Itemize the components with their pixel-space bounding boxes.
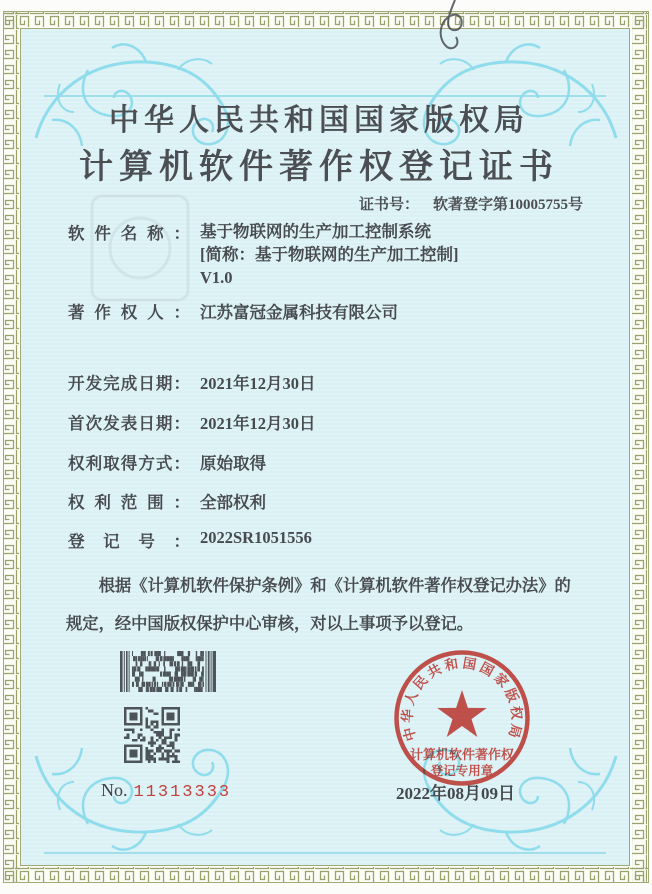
official-seal (389, 645, 535, 791)
serial-number-value: 11313333 (133, 783, 232, 802)
field-copyright-owner (0, 299, 652, 325)
field-label: 开发完成日期： (68, 374, 190, 393)
field-value: 2021年12月30日 (200, 414, 316, 433)
seal-star-icon (437, 690, 486, 737)
field-dev-completion-date (0, 370, 652, 396)
field-label: 权利范围： (68, 493, 190, 512)
field-value (200, 220, 600, 289)
field-rights-scope (0, 489, 652, 515)
field-value: 2022SR1051556 (200, 528, 312, 547)
software-name-line1: 基于物联网的生产加工控制系统 (200, 222, 431, 241)
issue-date: 2022年08月09日 (396, 784, 515, 803)
seal-caption-line1: 计算机软件著作权 (409, 747, 515, 762)
certificate-number (359, 193, 583, 214)
software-name-line2: [简称：基于物联网的生产加工控制] (200, 245, 459, 264)
serial-number-label: No. (101, 780, 128, 800)
field-first-publication-date (0, 410, 652, 436)
seal-caption-line2: 登记专用章 (430, 764, 494, 778)
field-value: 全部权利 (200, 493, 266, 512)
seal-ring-text: 中华人民共和国国家版权局 (399, 655, 525, 743)
field-software-name (0, 220, 652, 287)
field-label: 著作权人： (68, 303, 190, 322)
software-name-version: V1.0 (200, 268, 233, 287)
field-label: 软件名称： (68, 224, 190, 243)
field-label: 权利取得方式： (68, 454, 190, 473)
statement-line2: 规定，经中国版权保护中心审核，对以上事项予以登记。 (66, 614, 474, 633)
field-rights-acquisition (0, 450, 652, 476)
registration-statement (66, 567, 590, 643)
certificate-title: 计算机软件著作权登记证书 (79, 149, 559, 186)
field-value: 原始取得 (200, 454, 266, 473)
serial-number (101, 780, 231, 802)
field-value: 江苏富冠金属科技有限公司 (200, 303, 398, 322)
statement-line1: 根据《计算机软件保护条例》和《计算机软件著作权登记办法》的 (98, 576, 571, 595)
pdf417-barcode (120, 651, 216, 692)
field-value: 2021年12月30日 (200, 374, 316, 393)
authority-title: 中华人民共和国国家版权局 (109, 104, 529, 137)
field-label: 登记号： (68, 532, 190, 551)
certificate-number-value: 软著登字第10005755号 (432, 197, 583, 213)
field-label: 首次发表日期： (68, 414, 190, 433)
field-registration-number (0, 528, 652, 554)
qr-code (124, 707, 180, 763)
certificate-number-label: 证书号： (358, 197, 419, 213)
